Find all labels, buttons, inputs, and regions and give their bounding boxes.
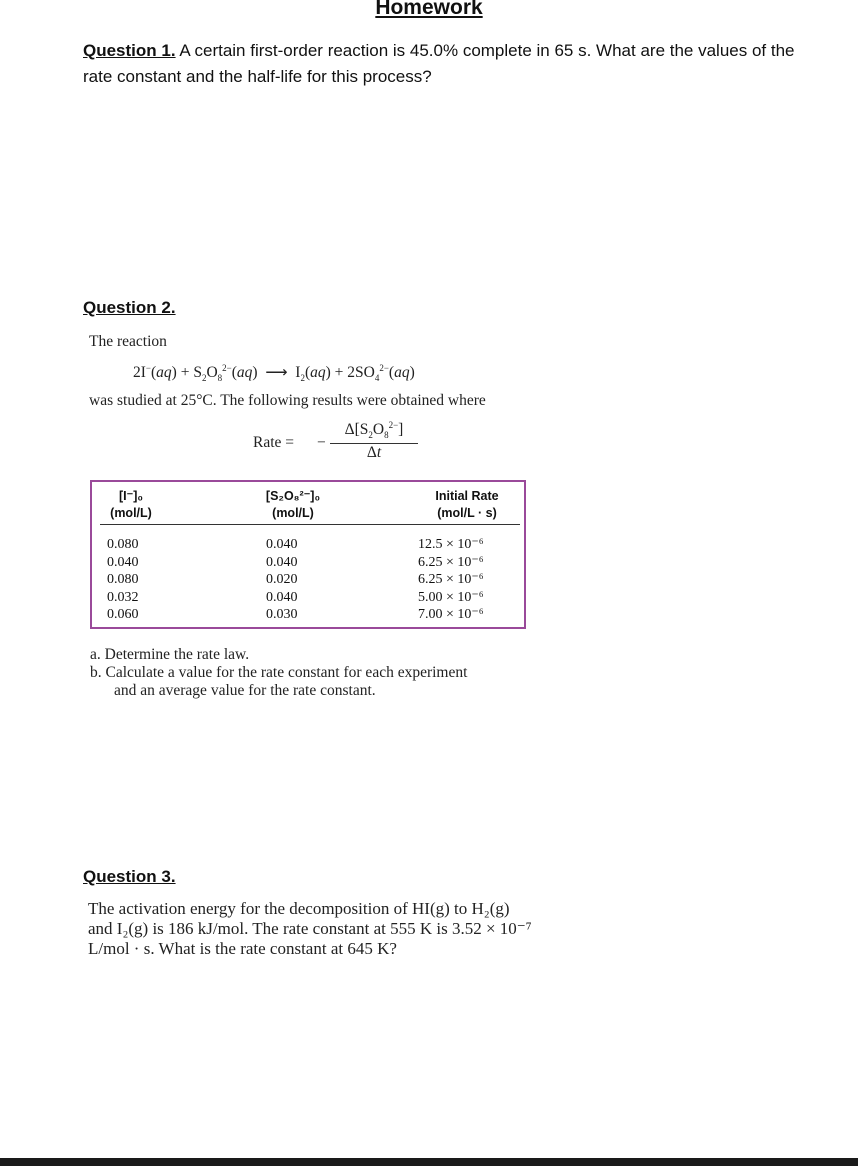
question-1-label: Question 1. — [83, 41, 176, 60]
question-3-line3: L/mol · s. What is the rate constant at 645 K? — [88, 939, 397, 958]
question-2-label: Question 2. — [83, 298, 176, 317]
question-1-text-line2: rate constant and the half-life for this process? — [83, 67, 432, 86]
table-cell: 12.5 × 10⁻⁶ — [418, 537, 484, 552]
table-cell: 6.25 × 10⁻⁶ — [418, 572, 484, 587]
column-iodide — [107, 536, 139, 624]
table-header-rule — [100, 524, 520, 525]
rate-minus: − — [317, 434, 326, 451]
table-cell: 0.060 — [107, 607, 139, 622]
table-cell: 0.020 — [266, 572, 298, 587]
part-a: a. Determine the rate law. — [90, 646, 250, 663]
table-cell: 0.080 — [107, 572, 139, 587]
question-3-line1: The activation energy for the decomposition of HI(g) to H₂(g) — [88, 899, 510, 918]
rate-denominator: Δt — [366, 444, 382, 461]
table-cell: 0.030 — [266, 607, 298, 622]
table-cell: 0.040 — [266, 589, 298, 605]
header-persulfate: [S₂O₈²⁻]₀ (mol/L) — [265, 489, 321, 520]
bottom-border — [0, 1158, 858, 1166]
table-cell: 5.00 × 10⁻⁶ — [418, 589, 484, 605]
study-conditions: was studied at 25°C. The following results were obtained where — [89, 392, 486, 409]
table-cell: 6.25 × 10⁻⁶ — [418, 554, 484, 570]
question-1-text-line1: A certain first-order reaction is 45.0% complete in 65 s. What are the values of the — [175, 41, 795, 60]
part-b-line2: and an average value for the rate constant. — [114, 682, 376, 699]
table-cell: 0.040 — [266, 554, 298, 570]
page-title: Homework — [375, 0, 483, 19]
table-cell: 0.040 — [107, 554, 139, 570]
header-iodide: [I⁻]₀ (mol/L) — [110, 489, 152, 520]
column-persulfate — [266, 536, 298, 624]
table-cell: 0.040 — [266, 537, 298, 552]
reaction-intro: The reaction — [89, 333, 167, 350]
rate-numerator: $\Delta[S_2O_8^{2-}]$ — [344, 419, 404, 441]
header-initial-rate: Initial Rate (mol/L · s) — [435, 489, 499, 520]
rate-label: Rate = — [253, 434, 295, 451]
part-b-line1: b. Calculate a value for the rate constant for each experiment — [90, 664, 468, 681]
table-cell: 0.080 — [107, 537, 139, 552]
table-cell: 7.00 × 10⁻⁶ — [418, 607, 484, 622]
column-initial-rate — [418, 536, 484, 624]
question-3-label: Question 3. — [83, 867, 176, 886]
question-3-line2: and I₂(g) is 186 kJ/mol. The rate constant at 555 K is 3.52 × 10⁻⁷ — [88, 919, 532, 938]
question-1 — [83, 38, 843, 90]
table-cell: 0.032 — [107, 589, 139, 605]
question-3-text — [88, 899, 532, 959]
reaction-equation: $2I^-(aq) + S_2O_8^{2-}(aq)$ ⟶ $I_2(aq) + 2SO_4^{2-}(aq)$ — [133, 362, 415, 384]
